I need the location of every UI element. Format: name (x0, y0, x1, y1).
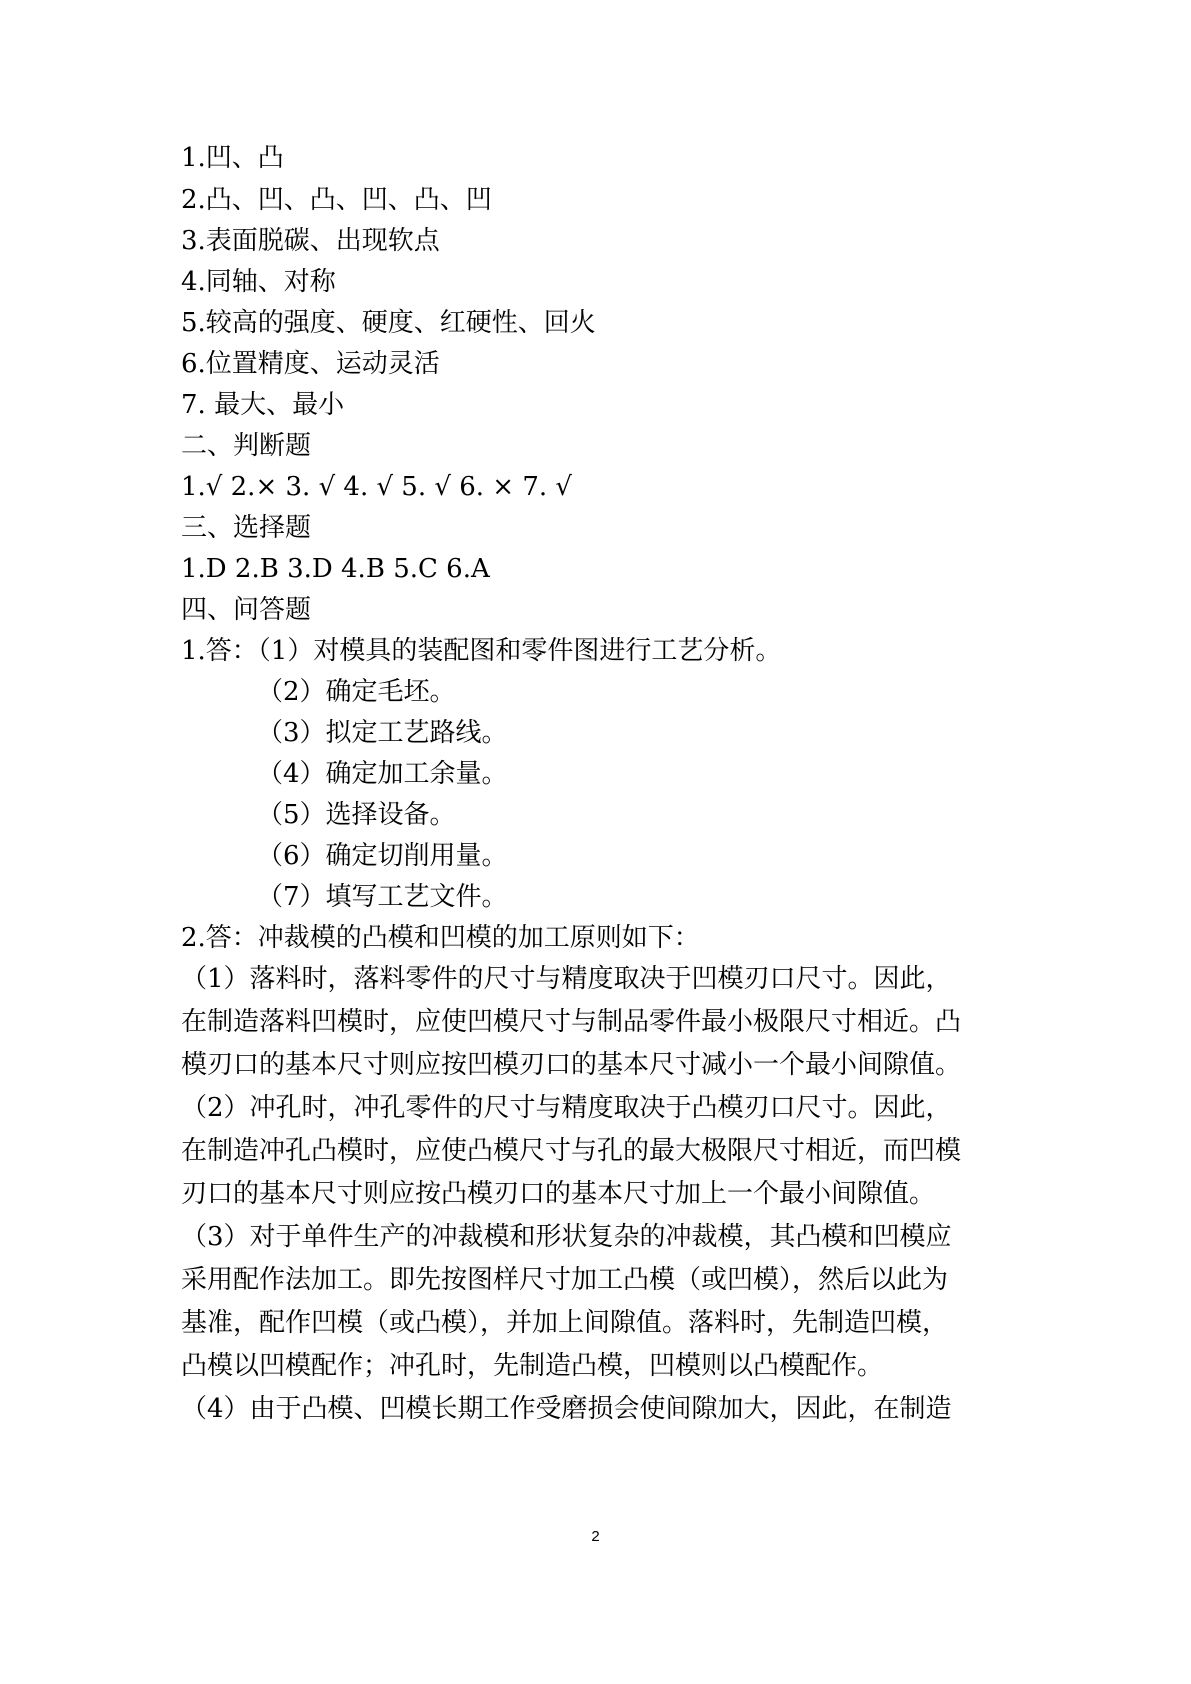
qa-answer-2-line: （4）由于凸模、凹模长期工作受磨损会使间隙加大，因此，在制造 (181, 1394, 952, 1424)
fill-answer-2: 2.凸、凹、凸、凹、凸、凹 (181, 185, 492, 215)
qa-answer-1-step-7: （7）填写工艺文件。 (257, 882, 508, 912)
fill-answer-5: 5.较高的强度、硬度、红硬性、回火 (181, 308, 596, 338)
qa-answer-2-intro: 2.答：冲裁模的凸模和凹模的加工原则如下： (181, 923, 700, 953)
qa-answer-2-line: （2）冲孔时，冲孔零件的尺寸与精度取决于凸模刃口尺寸。因此， (181, 1093, 952, 1123)
qa-answer-2-line: 采用配作法加工。即先按图样尺寸加工凸模（或凹模），然后以此为 (181, 1265, 949, 1295)
choice-answers: 1.D 2.B 3.D 4.B 5.C 6.A (181, 554, 490, 584)
choice-heading: 三、选择题 (181, 513, 312, 543)
qa-heading: 四、问答题 (181, 595, 312, 625)
qa-answer-2-line: 在制造落料凹模时，应使凹模尺寸与制品零件最小极限尺寸相近。凸 (181, 1007, 962, 1037)
qa-answer-1-step-4: （4）确定加工余量。 (257, 759, 508, 789)
qa-answer-2-line: 凸模以凹模配作；冲孔时，先制造凸模，凹模则以凸模配作。 (181, 1351, 884, 1381)
page-number: 2 (591, 1528, 600, 1545)
fill-answer-6: 6.位置精度、运动灵活 (181, 349, 440, 379)
judgment-answers: 1.√ 2.× 3. √ 4. √ 5. √ 6. × 7. √ (181, 472, 572, 502)
qa-answer-2-line: 刃口的基本尺寸则应按凸模刃口的基本尺寸加上一个最小间隙值。 (181, 1179, 936, 1209)
qa-answer-1-step-3: （3）拟定工艺路线。 (257, 718, 508, 748)
fill-answer-4: 4.同轴、对称 (181, 267, 336, 297)
qa-answer-2-line: 在制造冲孔凸模时，应使凸模尺寸与孔的最大极限尺寸相近，而凹模 (181, 1136, 962, 1166)
qa-answer-1-step-5: （5）选择设备。 (257, 800, 456, 830)
qa-answer-1-first: 1.答：（1）对模具的装配图和零件图进行工艺分析。 (181, 636, 782, 666)
fill-answer-1: 1.凹、凸 (181, 143, 284, 173)
qa-answer-2-line: 模刃口的基本尺寸则应按凹模刃口的基本尺寸减小一个最小间隙值。 (181, 1050, 962, 1080)
qa-answer-2-line: （3）对于单件生产的冲裁模和形状复杂的冲裁模，其凸模和凹模应 (181, 1222, 952, 1252)
qa-answer-1-step-6: （6）确定切削用量。 (257, 841, 508, 871)
judgment-heading: 二、判断题 (181, 431, 312, 461)
qa-answer-1-step-2: （2）确定毛坯。 (257, 677, 456, 707)
qa-answer-2-line: （1）落料时，落料零件的尺寸与精度取决于凹模刃口尺寸。因此， (181, 964, 952, 994)
fill-answer-7: 7. 最大、最小 (181, 390, 345, 420)
fill-answer-3: 3.表面脱碳、出现软点 (181, 226, 440, 256)
qa-answer-2-line: 基准，配作凹模（或凸模），并加上间隙值。落料时，先制造凹模， (181, 1308, 949, 1338)
